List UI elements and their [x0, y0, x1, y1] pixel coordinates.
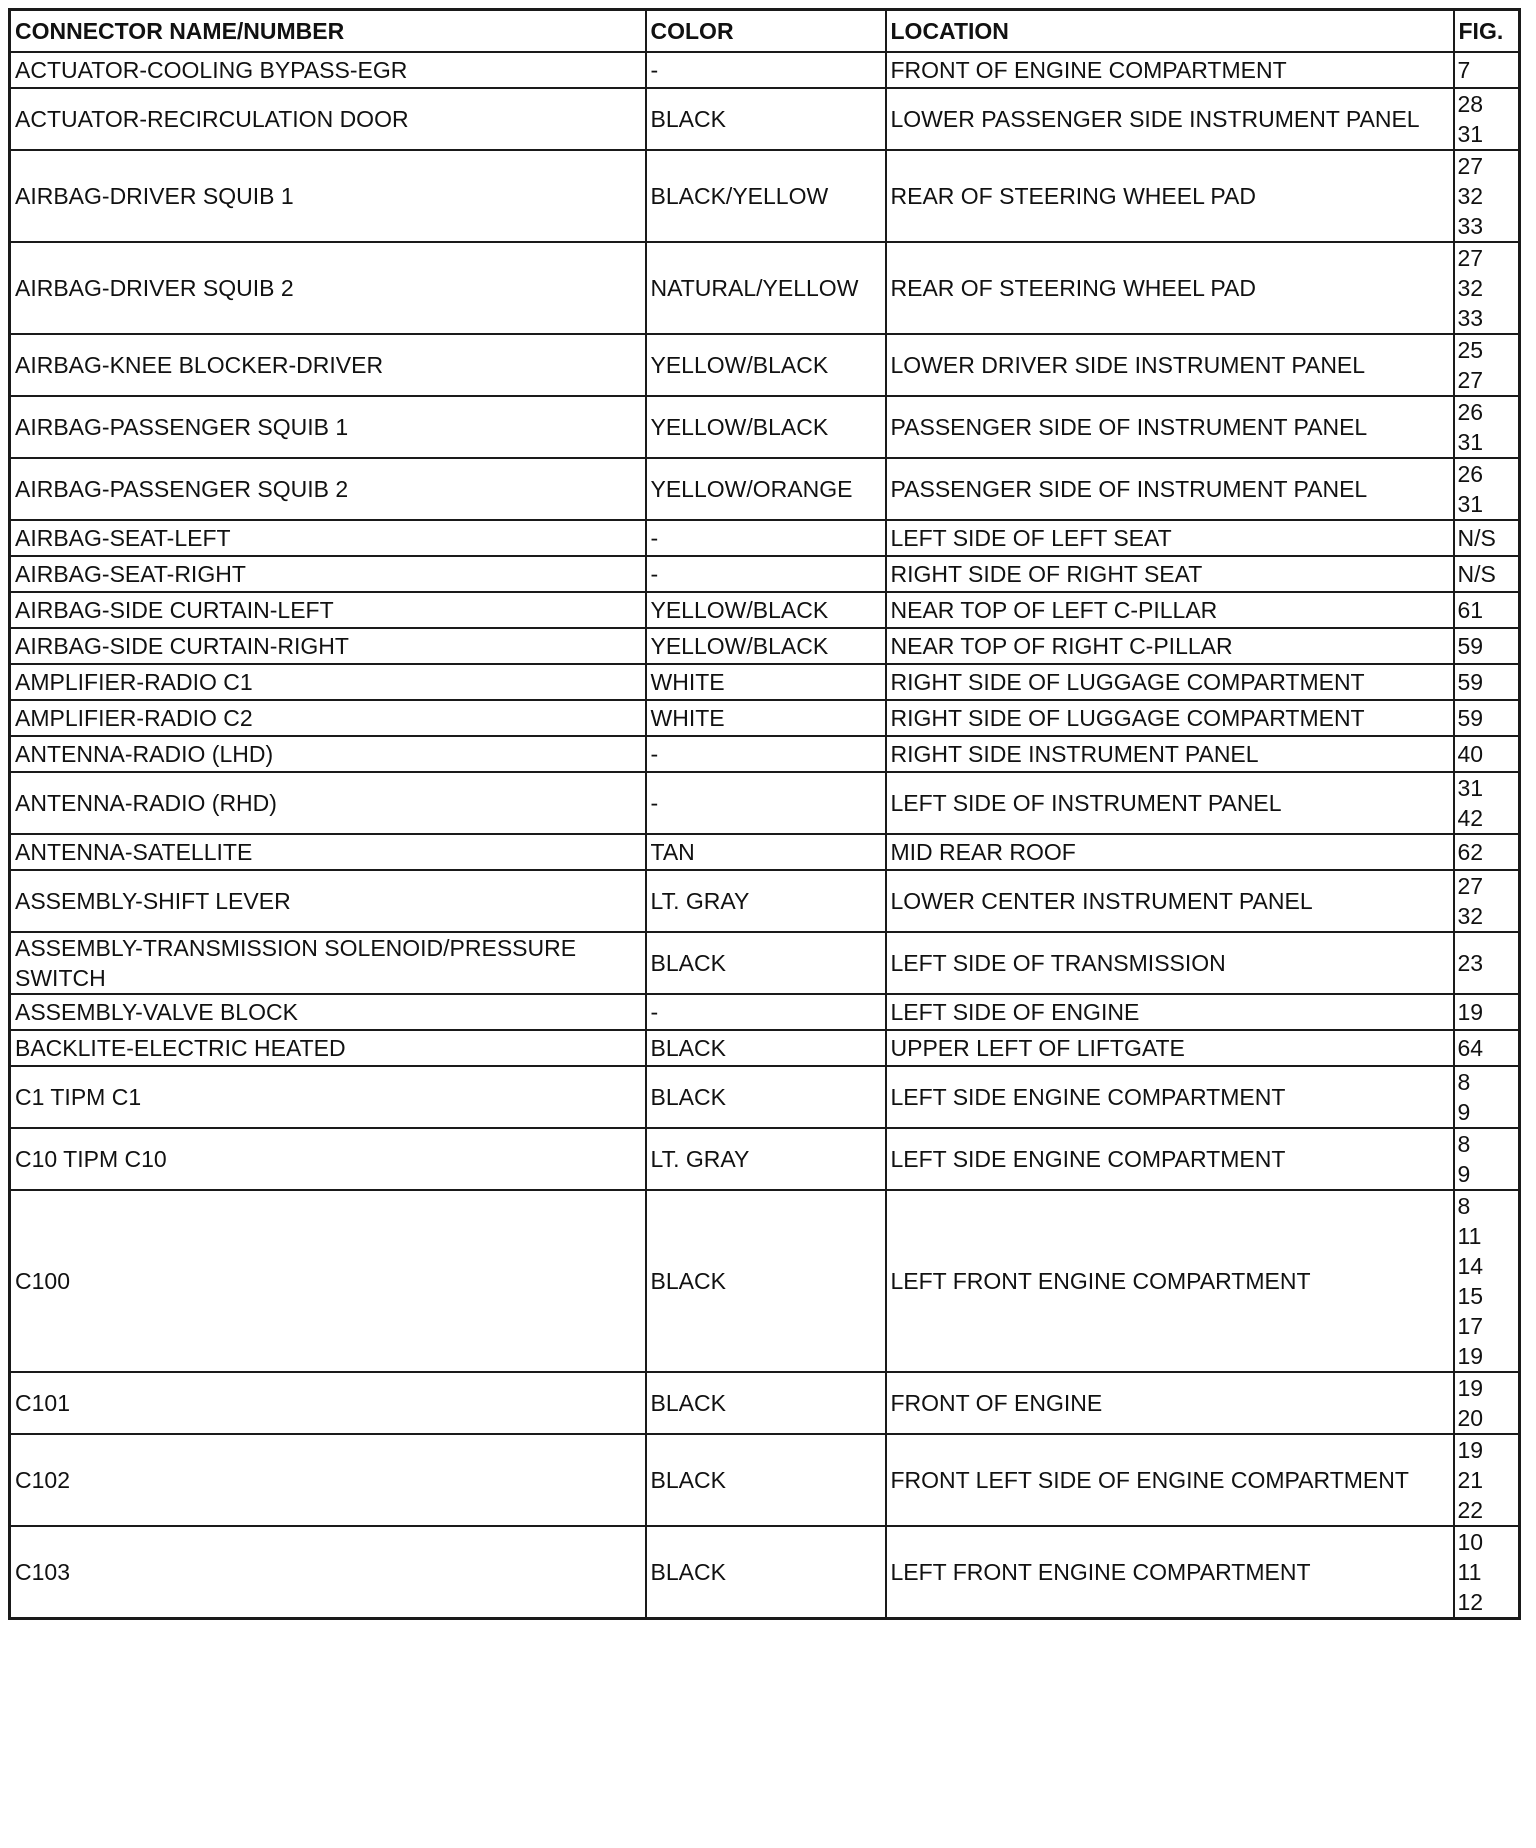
- cell-location: RIGHT SIDE INSTRUMENT PANEL: [886, 736, 1454, 772]
- cell-color: WHITE: [646, 700, 886, 736]
- cell-fig: 61: [1454, 592, 1520, 628]
- table-row: [10, 1066, 1520, 1128]
- cell-fig: 31 42: [1454, 772, 1520, 834]
- connector-location-table: [8, 8, 1521, 1620]
- cell-location: PASSENGER SIDE OF INSTRUMENT PANEL: [886, 396, 1454, 458]
- header-connector-name: CONNECTOR NAME/NUMBER: [10, 10, 646, 53]
- cell-fig: 8 9: [1454, 1128, 1520, 1190]
- cell-color: LT. GRAY: [646, 870, 886, 932]
- cell-location: FRONT OF ENGINE COMPARTMENT: [886, 52, 1454, 88]
- table-header: [10, 10, 1520, 53]
- cell-color: YELLOW/BLACK: [646, 334, 886, 396]
- cell-fig: 59: [1454, 664, 1520, 700]
- table-row: [10, 834, 1520, 870]
- cell-color: YELLOW/BLACK: [646, 628, 886, 664]
- table-row: [10, 150, 1520, 242]
- table-row: [10, 628, 1520, 664]
- cell-color: -: [646, 772, 886, 834]
- cell-connector-name: ANTENNA-SATELLITE: [10, 834, 646, 870]
- cell-location: LEFT SIDE OF LEFT SEAT: [886, 520, 1454, 556]
- cell-location: NEAR TOP OF RIGHT C-PILLAR: [886, 628, 1454, 664]
- table-row: [10, 1434, 1520, 1526]
- cell-fig: 10 11 12: [1454, 1526, 1520, 1619]
- cell-color: BLACK: [646, 1372, 886, 1434]
- header-fig: FIG.: [1454, 10, 1520, 53]
- table-row: [10, 334, 1520, 396]
- cell-color: NATURAL/YELLOW: [646, 242, 886, 334]
- cell-color: YELLOW/BLACK: [646, 396, 886, 458]
- cell-connector-name: ACTUATOR-COOLING BYPASS-EGR: [10, 52, 646, 88]
- table-row: [10, 592, 1520, 628]
- cell-connector-name: ANTENNA-RADIO (LHD): [10, 736, 646, 772]
- table-row: [10, 932, 1520, 994]
- cell-connector-name: AIRBAG-KNEE BLOCKER-DRIVER: [10, 334, 646, 396]
- cell-color: YELLOW/BLACK: [646, 592, 886, 628]
- cell-fig: 8 11 14 15 17 19: [1454, 1190, 1520, 1372]
- cell-color: WHITE: [646, 664, 886, 700]
- table-row: [10, 994, 1520, 1030]
- header-row: [10, 10, 1520, 53]
- cell-connector-name: AIRBAG-SIDE CURTAIN-LEFT: [10, 592, 646, 628]
- cell-connector-name: C100: [10, 1190, 646, 1372]
- table-row: [10, 556, 1520, 592]
- cell-color: BLACK: [646, 1526, 886, 1619]
- cell-fig: 28 31: [1454, 88, 1520, 150]
- cell-connector-name: C102: [10, 1434, 646, 1526]
- table-row: [10, 870, 1520, 932]
- cell-color: BLACK: [646, 1066, 886, 1128]
- cell-color: -: [646, 520, 886, 556]
- cell-connector-name: AMPLIFIER-RADIO C1: [10, 664, 646, 700]
- table-row: [10, 520, 1520, 556]
- cell-color: LT. GRAY: [646, 1128, 886, 1190]
- cell-connector-name: AIRBAG-SEAT-RIGHT: [10, 556, 646, 592]
- cell-fig: 25 27: [1454, 334, 1520, 396]
- table-row: [10, 664, 1520, 700]
- cell-connector-name: AIRBAG-SIDE CURTAIN-RIGHT: [10, 628, 646, 664]
- cell-fig: 23: [1454, 932, 1520, 994]
- cell-connector-name: ANTENNA-RADIO (RHD): [10, 772, 646, 834]
- cell-fig: 64: [1454, 1030, 1520, 1066]
- cell-connector-name: C101: [10, 1372, 646, 1434]
- cell-color: -: [646, 736, 886, 772]
- cell-fig: 27 32 33: [1454, 150, 1520, 242]
- table-row: [10, 1526, 1520, 1619]
- table-row: [10, 52, 1520, 88]
- table-row: [10, 1128, 1520, 1190]
- cell-location: LOWER PASSENGER SIDE INSTRUMENT PANEL: [886, 88, 1454, 150]
- cell-color: BLACK: [646, 1434, 886, 1526]
- cell-color: BLACK: [646, 932, 886, 994]
- table-row: [10, 242, 1520, 334]
- table-row: [10, 88, 1520, 150]
- cell-connector-name: BACKLITE-ELECTRIC HEATED: [10, 1030, 646, 1066]
- cell-fig: 40: [1454, 736, 1520, 772]
- cell-connector-name: AIRBAG-PASSENGER SQUIB 1: [10, 396, 646, 458]
- cell-color: -: [646, 994, 886, 1030]
- cell-fig: 19 20: [1454, 1372, 1520, 1434]
- cell-connector-name: AIRBAG-DRIVER SQUIB 1: [10, 150, 646, 242]
- header-color: COLOR: [646, 10, 886, 53]
- cell-connector-name: ASSEMBLY-TRANSMISSION SOLENOID/PRESSURE SWITCH: [10, 932, 646, 994]
- cell-location: LEFT SIDE ENGINE COMPARTMENT: [886, 1066, 1454, 1128]
- cell-location: UPPER LEFT OF LIFTGATE: [886, 1030, 1454, 1066]
- cell-location: FRONT OF ENGINE: [886, 1372, 1454, 1434]
- table-row: [10, 736, 1520, 772]
- cell-location: NEAR TOP OF LEFT C-PILLAR: [886, 592, 1454, 628]
- cell-location: REAR OF STEERING WHEEL PAD: [886, 242, 1454, 334]
- cell-connector-name: ASSEMBLY-VALVE BLOCK: [10, 994, 646, 1030]
- cell-fig: 26 31: [1454, 458, 1520, 520]
- cell-location: RIGHT SIDE OF LUGGAGE COMPARTMENT: [886, 664, 1454, 700]
- cell-fig: 19 21 22: [1454, 1434, 1520, 1526]
- cell-connector-name: C1 TIPM C1: [10, 1066, 646, 1128]
- cell-color: -: [646, 556, 886, 592]
- cell-fig: 27 32: [1454, 870, 1520, 932]
- cell-color: BLACK: [646, 1190, 886, 1372]
- table-row: [10, 700, 1520, 736]
- cell-connector-name: C103: [10, 1526, 646, 1619]
- cell-connector-name: AIRBAG-DRIVER SQUIB 2: [10, 242, 646, 334]
- cell-fig: 59: [1454, 700, 1520, 736]
- cell-fig: 26 31: [1454, 396, 1520, 458]
- cell-fig: N/S: [1454, 520, 1520, 556]
- cell-connector-name: ASSEMBLY-SHIFT LEVER: [10, 870, 646, 932]
- cell-color: BLACK/YELLOW: [646, 150, 886, 242]
- table-row: [10, 458, 1520, 520]
- cell-color: YELLOW/ORANGE: [646, 458, 886, 520]
- cell-fig: 7: [1454, 52, 1520, 88]
- cell-fig: N/S: [1454, 556, 1520, 592]
- cell-location: LEFT FRONT ENGINE COMPARTMENT: [886, 1190, 1454, 1372]
- table-row: [10, 772, 1520, 834]
- cell-location: LOWER CENTER INSTRUMENT PANEL: [886, 870, 1454, 932]
- cell-color: -: [646, 52, 886, 88]
- cell-connector-name: ACTUATOR-RECIRCULATION DOOR: [10, 88, 646, 150]
- cell-fig: 59: [1454, 628, 1520, 664]
- table-row: [10, 1372, 1520, 1434]
- cell-color: TAN: [646, 834, 886, 870]
- cell-connector-name: C10 TIPM C10: [10, 1128, 646, 1190]
- cell-location: LEFT SIDE OF ENGINE: [886, 994, 1454, 1030]
- cell-color: BLACK: [646, 1030, 886, 1066]
- cell-connector-name: AMPLIFIER-RADIO C2: [10, 700, 646, 736]
- cell-location: RIGHT SIDE OF LUGGAGE COMPARTMENT: [886, 700, 1454, 736]
- cell-location: LEFT SIDE OF INSTRUMENT PANEL: [886, 772, 1454, 834]
- cell-connector-name: AIRBAG-SEAT-LEFT: [10, 520, 646, 556]
- cell-location: LOWER DRIVER SIDE INSTRUMENT PANEL: [886, 334, 1454, 396]
- cell-fig: 62: [1454, 834, 1520, 870]
- table-row: [10, 1190, 1520, 1372]
- cell-location: LEFT SIDE OF TRANSMISSION: [886, 932, 1454, 994]
- cell-connector-name: AIRBAG-PASSENGER SQUIB 2: [10, 458, 646, 520]
- cell-location: LEFT SIDE ENGINE COMPARTMENT: [886, 1128, 1454, 1190]
- cell-location: LEFT FRONT ENGINE COMPARTMENT: [886, 1526, 1454, 1619]
- cell-location: REAR OF STEERING WHEEL PAD: [886, 150, 1454, 242]
- table-row: [10, 1030, 1520, 1066]
- cell-location: FRONT LEFT SIDE OF ENGINE COMPARTMENT: [886, 1434, 1454, 1526]
- table-body: [10, 52, 1520, 1619]
- cell-location: MID REAR ROOF: [886, 834, 1454, 870]
- cell-location: RIGHT SIDE OF RIGHT SEAT: [886, 556, 1454, 592]
- cell-fig: 8 9: [1454, 1066, 1520, 1128]
- cell-fig: 19: [1454, 994, 1520, 1030]
- cell-fig: 27 32 33: [1454, 242, 1520, 334]
- cell-location: PASSENGER SIDE OF INSTRUMENT PANEL: [886, 458, 1454, 520]
- table-row: [10, 396, 1520, 458]
- header-location: LOCATION: [886, 10, 1454, 53]
- cell-color: BLACK: [646, 88, 886, 150]
